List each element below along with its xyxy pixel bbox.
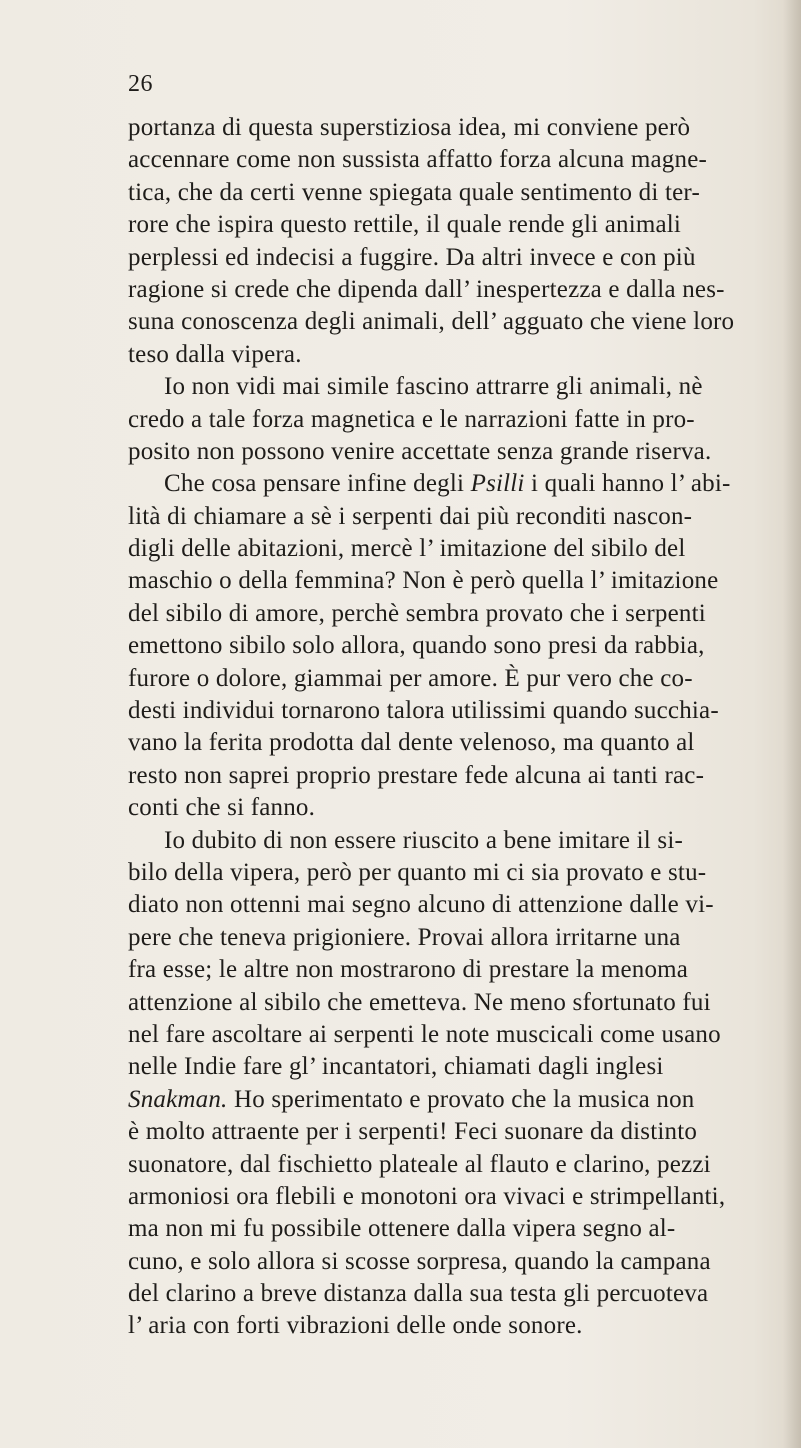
- text-line: cuno, e solo allora si scosse sorpresa, quando la campana: [128, 1247, 711, 1275]
- text-line: perplessi ed indecisi a fuggire. Da altri invece e con più: [128, 243, 696, 271]
- text-line: Io dubito di non essere riuscito a bene imitare il si-: [164, 826, 684, 854]
- body-text: [128, 112, 788, 1343]
- text-line: rore che ispira questo rettile, il quale rende gli animali: [128, 211, 682, 239]
- text-segment: Ho sperimentato e provato che la musica non: [227, 1085, 695, 1113]
- italic-word-psilli: Psilli: [470, 470, 525, 498]
- text-line: teso dalla vipera.: [128, 340, 302, 368]
- text-line: lità di chiamare a sè i serpenti dai più reconditi nascon-: [128, 502, 693, 530]
- text-line: Io non vidi mai simile fascino attrarre gli animali, nè: [164, 373, 703, 401]
- text-line: bilo della vipera, però per quanto mi ci sia provato e stu-: [128, 858, 707, 886]
- text-segment: i quali hanno l’ abi-: [524, 470, 731, 498]
- text-line: del clarino a breve distanza dalla sua testa gli percuoteva: [128, 1280, 709, 1308]
- text-line: tica, che da certi venne spiegata quale sentimento di ter-: [128, 178, 700, 206]
- text-line: suonatore, dal fischietto plateale al flauto e clarino, pezzi: [128, 1150, 711, 1178]
- text-line: desti individui tornarono talora utilissimi quando succhia-: [128, 697, 719, 725]
- text-line: pere che teneva prigioniere. Provai allora irritarne una: [128, 923, 681, 951]
- text-line: vano la ferita prodotta dal dente velenoso, ma quanto al: [128, 729, 695, 757]
- text-line: fra esse; le altre non mostrarono di prestare la menoma: [128, 956, 689, 984]
- text-line: ragione si crede che dipenda dall’ inespertezza e dalla nes-: [128, 275, 725, 303]
- text-line: credo a tale forza magnetica e le narrazioni fatte in pro-: [128, 405, 695, 433]
- italic-word-snakman: Snakman.: [128, 1085, 228, 1113]
- text-line-psilli: [128, 468, 788, 500]
- text-line: conti che si fanno.: [128, 794, 316, 822]
- text-line: attenzione al sibilo che emetteva. Ne meno sfortunato fui: [128, 988, 711, 1016]
- text-line: armoniosi ora flebili e monotoni ora vivaci e strimpellanti,: [128, 1182, 726, 1210]
- page-number: 26: [128, 71, 153, 97]
- text-line: accennare come non sussista affatto forza alcuna magne-: [128, 146, 708, 174]
- text-line: emettono sibilo solo allora, quando sono presi da rabbia,: [128, 632, 705, 660]
- text-line: portanza di questa superstiziosa idea, mi conviene però: [128, 114, 691, 141]
- text-line: suna conoscenza degli animali, dell’ agguato che viene loro: [128, 308, 735, 336]
- text-line: ma non mi fu possibile ottenere dalla vipera segno al-: [128, 1215, 676, 1243]
- text-line: digli delle abitazioni, mercè l’ imitazione del sibilo del: [128, 535, 686, 563]
- text-line: è molto attraente per i serpenti! Feci suonare da distinto: [128, 1118, 698, 1146]
- text-segment: Che cosa pensare infine degli: [164, 470, 471, 498]
- text-line-snakman: [128, 1084, 788, 1116]
- text-line: del sibilo di amore, perchè sembra provato che i serpenti: [128, 599, 706, 627]
- text-line: furore o dolore, giammai per amore. È pur vero che co-: [128, 664, 693, 692]
- text-line: nel fare ascoltare ai serpenti le note muscicali come usano: [128, 1020, 721, 1048]
- text-line: nelle Indie fare gl’ incantatori, chiamati dagli inglesi: [128, 1053, 664, 1081]
- text-line: l’ aria con forti vibrazioni delle onde sonore.: [128, 1312, 583, 1340]
- text-line: resto non saprei proprio prestare fede alcuna ai tanti rac-: [128, 761, 705, 789]
- text-line: maschio o della femmina? Non è però quella l’ imitazione: [128, 567, 719, 595]
- text-line: diato non ottenni mai segno alcuno di attenzione dalle vi-: [128, 891, 714, 919]
- text-line: posito non possono venire accettate senza grande riserva.: [128, 437, 712, 465]
